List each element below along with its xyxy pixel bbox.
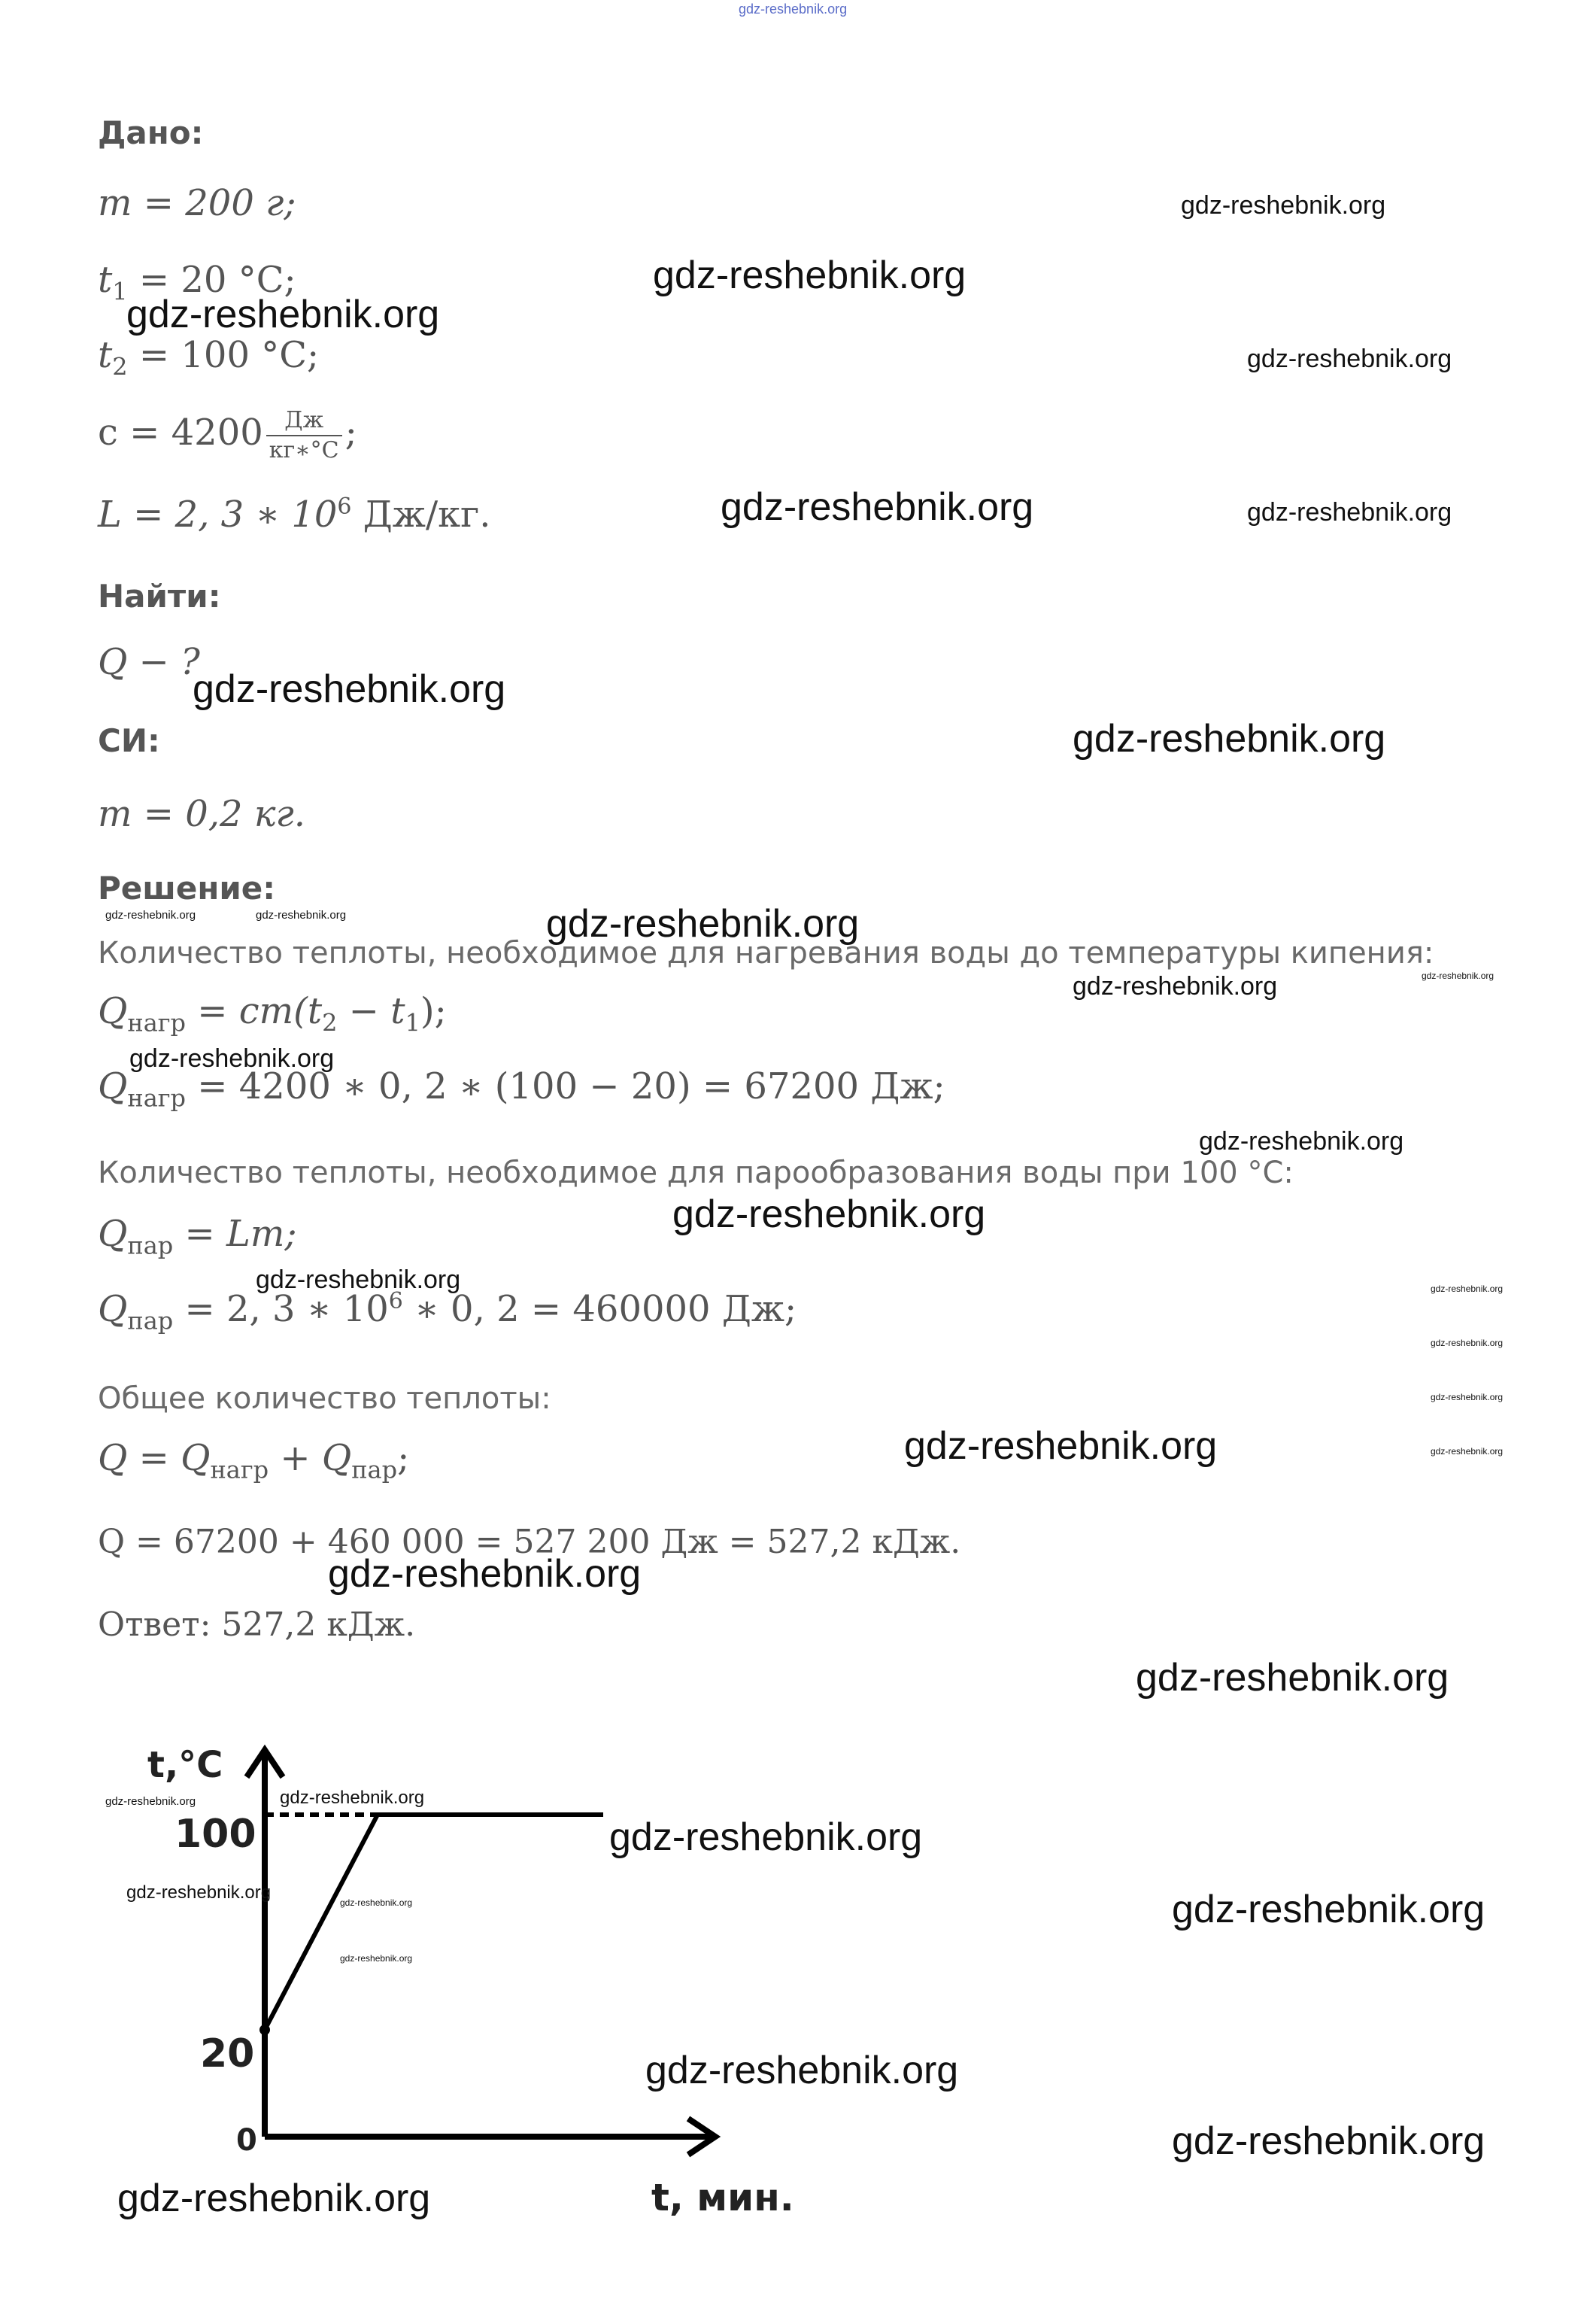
watermark: gdz-reshebnik.org (1431, 1284, 1504, 1294)
watermark: gdz-reshebnik.org (1172, 2119, 1485, 2163)
given-heading: Дано: (98, 114, 204, 151)
watermark: gdz-reshebnik.org (721, 485, 1034, 529)
watermark: gdz-reshebnik.org (1181, 191, 1386, 220)
watermark: gdz-reshebnik.org (1431, 1446, 1504, 1457)
watermark: gdz-reshebnik.org (609, 1815, 923, 1859)
watermark: gdz-reshebnik.org (1431, 1338, 1504, 1348)
watermark: gdz-reshebnik.org (672, 1192, 986, 1236)
watermark: gdz-reshebnik.org (645, 2049, 959, 2092)
graph-y-axis-label: t,°С (147, 1744, 223, 1786)
watermark: gdz-reshebnik.org (1136, 1656, 1449, 1700)
watermark: gdz-reshebnik.org (328, 1552, 642, 1596)
watermark: gdz-reshebnik.org (105, 1795, 196, 1808)
watermark: gdz-reshebnik.org (1199, 1127, 1404, 1156)
watermark: gdz-reshebnik.org (193, 667, 506, 711)
watermark: gdz-reshebnik.org (105, 909, 196, 922)
watermark: gdz-reshebnik.org (1422, 971, 1494, 981)
formula-heating: $Q_{нагр} = cm(t_2 - t_1)$; (98, 990, 447, 1037)
formula-heating-calc: $Q_{нагр} = 4200$ ∗ 0, 2 ∗ (100 − 20) = 67200 Дж; (98, 1065, 945, 1113)
graph-origin-label: 0 (236, 2123, 257, 2158)
formula-vaporization-calc: $Q_{пар} = 2$, 3 ∗ $10^6$ ∗ 0, 2 = 460000 Дж; (98, 1288, 797, 1335)
graph-x-axis-label: t, мин. (651, 2176, 794, 2219)
find-value: Q − ? (98, 641, 200, 683)
watermark: gdz-reshebnik.org (126, 293, 440, 336)
given-mass: m = 200 г; (98, 182, 296, 224)
watermark: gdz-reshebnik.org (129, 1044, 335, 1073)
si-value: m = 0,2 кг. (98, 793, 306, 835)
watermark: gdz-reshebnik.org (1247, 345, 1452, 373)
formula-total-calc: Q = 67200 + 460 000 = 527 200 Дж = 527,2 кДж. (98, 1523, 961, 1561)
watermark: gdz-reshebnik.org (256, 909, 347, 922)
solution-text-total: Общее количество теплоты: (98, 1381, 551, 1416)
data-point (259, 2025, 270, 2035)
given-t1: $t_1 = 20$ °С; (98, 259, 296, 306)
watermark: gdz-reshebnik.org (653, 254, 966, 297)
watermark: gdz-reshebnik.org (1431, 1392, 1504, 1402)
formula-vaporization: $Q_{пар} = Lm$; (98, 1213, 297, 1260)
watermark: gdz-reshebnik.org (117, 2177, 431, 2220)
formula-total: $Q = Q_{нагр} + Q_{пар}$; (98, 1437, 410, 1484)
graph-y-tick-20: 20 (200, 2031, 255, 2076)
watermark: gdz-reshebnik.org (340, 1953, 413, 1964)
header-watermark: gdz-reshebnik.org (739, 2, 848, 17)
graph-y-tick-100: 100 (174, 1812, 256, 1857)
solution-text-vaporization: Количество теплоты, необходимое для парообразования воды при 100 °С: (98, 1156, 1294, 1190)
watermark: gdz-reshebnik.org (1073, 717, 1386, 761)
series-line (265, 1815, 603, 2030)
si-heading: СИ: (98, 722, 160, 759)
watermark: gdz-reshebnik.org (1073, 972, 1278, 1001)
watermark: gdz-reshebnik.org (1247, 498, 1452, 527)
watermark: gdz-reshebnik.org (256, 1265, 461, 1294)
find-heading: Найти: (98, 578, 221, 615)
watermark: gdz-reshebnik.org (280, 1788, 425, 1808)
watermark: gdz-reshebnik.org (126, 1882, 272, 1903)
watermark: gdz-reshebnik.org (546, 902, 860, 946)
solution-text-heating: Количество теплоты, необходимое для нагревания воды до температуры кипения: (98, 936, 1434, 971)
solution-heading: Решение: (98, 870, 276, 907)
given-latent-heat: L = 2, 3 ∗ $10^6$ Дж/кг. (98, 494, 491, 536)
watermark: gdz-reshebnik.org (1172, 1888, 1485, 1931)
given-specific-heat: c = 4200 $\frac{Дж}{кг∗^\circ С}$ ; (98, 407, 357, 463)
watermark: gdz-reshebnik.org (904, 1424, 1218, 1468)
answer: Ответ: 527,2 кДж. (98, 1606, 416, 1644)
given-t2: $t_2 = 100$ °С; (98, 334, 320, 381)
watermark: gdz-reshebnik.org (340, 1897, 413, 1908)
